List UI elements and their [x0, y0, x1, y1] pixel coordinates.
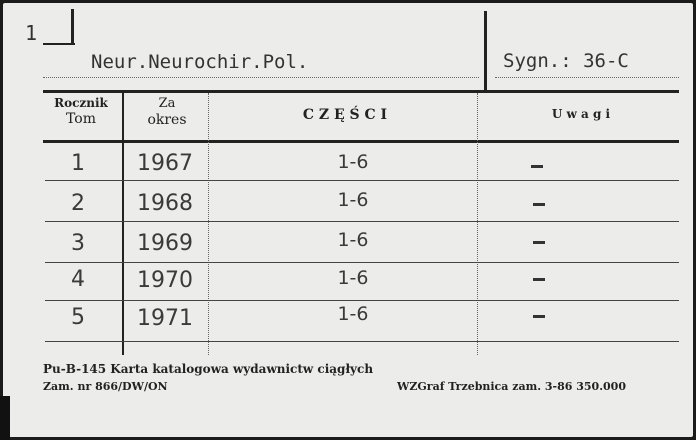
- header-rocznik: Rocznik: [54, 96, 108, 110]
- row-5-uwagi-dash: [533, 315, 545, 318]
- header-okres: okres: [147, 112, 187, 128]
- row-5-czesci: 1-6: [337, 303, 369, 325]
- table-top-rule: [43, 90, 679, 93]
- row-1-rule: [45, 180, 679, 181]
- row-3-okres: 1969: [137, 231, 193, 256]
- row-3-rule: [45, 262, 679, 263]
- row-4-uwagi-dash: [533, 278, 545, 281]
- col-divider-3: [477, 93, 478, 355]
- header-czesci: C Z Ę Ś C I: [302, 107, 388, 123]
- row-3-uwagi-dash: [533, 241, 545, 244]
- col-divider-1: [122, 93, 124, 355]
- journal-title: Neur.Neurochir.Pol.: [91, 51, 309, 73]
- header-za: Za: [158, 96, 176, 111]
- row-4-tom: 4: [71, 267, 85, 292]
- row-4-rule: [45, 300, 679, 301]
- header-tom: Tom: [66, 111, 96, 127]
- row-5-okres: 1971: [137, 306, 193, 331]
- row-1-czesci: 1-6: [337, 151, 369, 173]
- scan-edge-shadow: [0, 396, 10, 440]
- header-uwagi: U w a g i: [551, 107, 611, 121]
- signature-dotted-line: [495, 77, 679, 78]
- title-dotted-line: [43, 77, 479, 78]
- row-2-okres: 1968: [137, 191, 193, 216]
- row-5-rule: [45, 341, 679, 342]
- row-1-okres: 1967: [137, 151, 193, 176]
- header-bottom-rule: [43, 140, 679, 143]
- row-2-tom: 2: [71, 191, 85, 216]
- catalog-card: [3, 3, 693, 437]
- row-4-okres: 1970: [137, 268, 193, 293]
- col-divider-2: [208, 93, 209, 355]
- footer-printer: WZGraf Trzebnica zam. 3-86 350.000: [397, 380, 626, 393]
- index-tick: [71, 9, 74, 45]
- row-4-czesci: 1-6: [337, 267, 369, 289]
- header-za-okres: [127, 95, 207, 129]
- row-3-tom: 3: [71, 231, 85, 256]
- header-rocznik-tom: [41, 95, 121, 127]
- row-2-rule: [45, 221, 679, 222]
- row-1-tom: 1: [71, 151, 85, 176]
- signature: Sygn.: 36-C: [503, 50, 629, 72]
- signature-divider: [484, 11, 487, 91]
- row-2-czesci: 1-6: [337, 189, 369, 211]
- row-2-uwagi-dash: [533, 203, 545, 206]
- footer-order-number: Zam. nr 866/DW/ON: [43, 380, 168, 393]
- card-index: 1: [25, 21, 38, 45]
- row-5-tom: 5: [71, 305, 85, 330]
- row-3-czesci: 1-6: [337, 229, 369, 251]
- row-1-uwagi-dash: [531, 165, 543, 168]
- footer-form-title: Pu-B-145 Karta katalogowa wydawnictw ciągłych: [43, 362, 374, 376]
